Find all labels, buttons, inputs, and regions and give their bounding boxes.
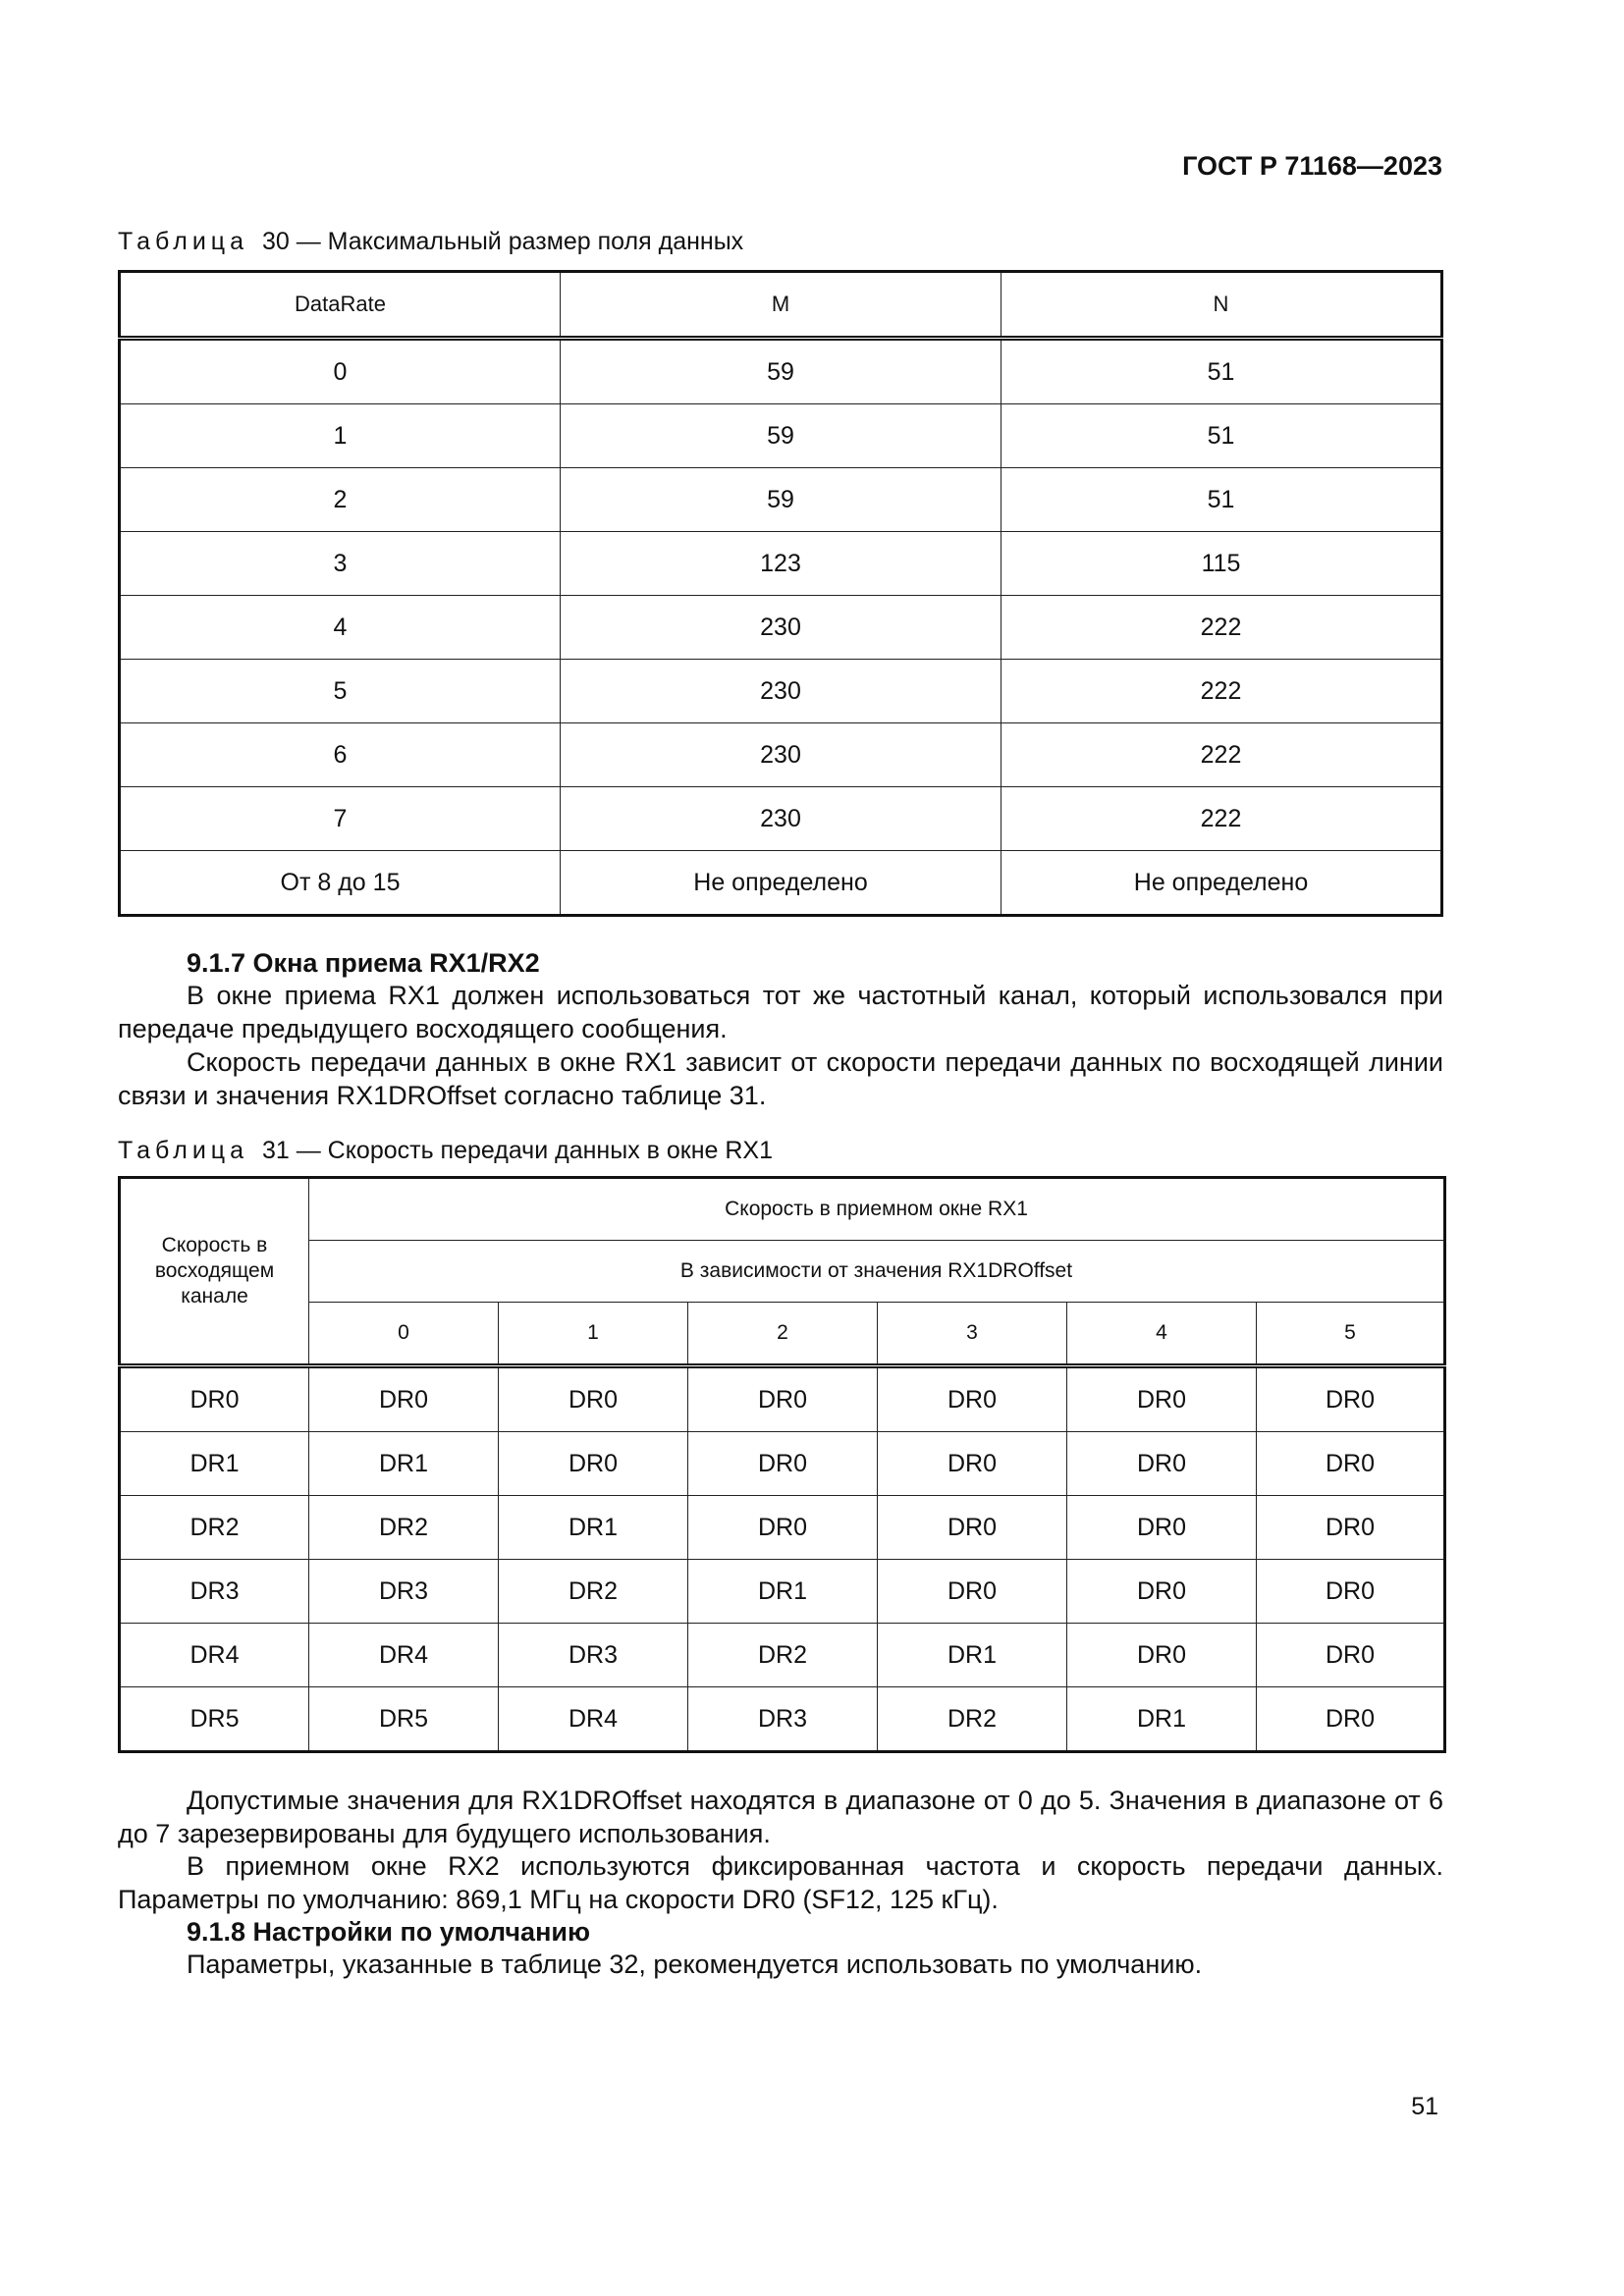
table-row — [120, 339, 1442, 404]
after-table31-para2: В приемном окне RX2 используются фиксированная частота и скорость передачи данных. Параметры по умолчанию: 869,1 МГц на скорости DR0 (SF12, 125 кГц). — [118, 1851, 1443, 1914]
table-cell: Не определено — [1001, 851, 1442, 916]
table-cell: 1 — [120, 404, 561, 468]
section-918-heading: 9.1.8 Настройки по умолчанию — [187, 1917, 591, 1947]
table-cell: DR3 — [309, 1560, 499, 1624]
table-cell: DR1 — [1067, 1687, 1257, 1752]
table-row — [120, 1624, 1445, 1687]
table31-offset-header: 3 — [878, 1303, 1067, 1366]
table-cell: 7 — [120, 787, 561, 851]
table31-offset-header: 2 — [688, 1303, 878, 1366]
table-cell: DR0 — [1067, 1366, 1257, 1432]
table31-header-row-2 — [120, 1241, 1445, 1303]
table-row — [120, 1560, 1445, 1624]
table-cell: 2 — [120, 468, 561, 532]
table-cell: 230 — [561, 660, 1001, 723]
table-cell: DR0 — [878, 1496, 1067, 1560]
table-cell: 230 — [561, 596, 1001, 660]
section-917-para2: Скорость передачи данных в окне RX1 зависит от скорости передачи данных по восходящей линии связи и значения RX1DROffset согласно таблице 31. — [118, 1047, 1443, 1110]
table31-caption-text: 31 — Скорость передачи данных в окне RX1 — [261, 1137, 773, 1164]
table-cell: DR0 — [120, 1366, 309, 1432]
table30-col-n: N — [1001, 272, 1442, 339]
table30-caption-text: 30 — Максимальный размер поля данных — [261, 228, 744, 255]
table31-subgroup-header: В зависимости от значения RX1DROffset — [309, 1241, 1445, 1303]
standard-code: ГОСТ Р 71168—2023 — [1182, 151, 1442, 181]
table30 — [118, 270, 1443, 917]
table-cell: DR0 — [1257, 1366, 1445, 1432]
table-cell: 123 — [561, 532, 1001, 596]
table-cell: 51 — [1001, 468, 1442, 532]
table-cell: 115 — [1001, 532, 1442, 596]
table-cell: DR0 — [1257, 1560, 1445, 1624]
table-cell: 51 — [1001, 339, 1442, 404]
table-cell: DR0 — [688, 1432, 878, 1496]
table31-group-header: Скорость в приемном окне RX1 — [309, 1178, 1445, 1241]
table-cell: DR1 — [499, 1496, 688, 1560]
after-table31-para1: Допустимые значения для RX1DROffset находятся в диапазоне от 0 до 5. Значения в диапазоне от 6 до 7 зарезервированы для будущего использования. — [118, 1786, 1443, 1848]
table-cell: DR0 — [309, 1366, 499, 1432]
section-917-para1: В окне приема RX1 должен использоваться тот же частотный канал, который использовался при передаче предыдущего восходящего сообщения. — [118, 981, 1443, 1043]
table-cell: DR0 — [1067, 1496, 1257, 1560]
table31-offset-header: 4 — [1067, 1303, 1257, 1366]
table-cell: 5 — [120, 660, 561, 723]
table-cell: DR1 — [688, 1560, 878, 1624]
table-cell: 230 — [561, 787, 1001, 851]
table-cell: DR5 — [120, 1687, 309, 1752]
table-cell: DR5 — [309, 1687, 499, 1752]
table-cell: 3 — [120, 532, 561, 596]
table31-header-row-3 — [120, 1303, 1445, 1366]
table-cell: DR0 — [1257, 1687, 1445, 1752]
table-cell: Не определено — [561, 851, 1001, 916]
table30-caption — [118, 228, 743, 256]
table-cell: 59 — [561, 468, 1001, 532]
table-cell: DR2 — [878, 1687, 1067, 1752]
table-cell: 59 — [561, 404, 1001, 468]
table-cell: DR0 — [688, 1496, 878, 1560]
table-cell: DR0 — [878, 1560, 1067, 1624]
table31-caption-word: Таблица — [118, 1137, 249, 1164]
table30-col-datarate: DataRate — [120, 272, 561, 339]
table-cell: DR3 — [120, 1560, 309, 1624]
table-cell: 222 — [1001, 660, 1442, 723]
table30-col-m: M — [561, 272, 1001, 339]
table-row — [120, 1687, 1445, 1752]
table-cell: DR4 — [120, 1624, 309, 1687]
table-cell: DR0 — [878, 1432, 1067, 1496]
table31-offset-header: 1 — [499, 1303, 688, 1366]
table-cell: DR1 — [878, 1624, 1067, 1687]
table-cell: DR2 — [688, 1624, 878, 1687]
table-cell: DR0 — [688, 1366, 878, 1432]
table-cell: 6 — [120, 723, 561, 787]
table-cell: DR0 — [878, 1366, 1067, 1432]
table-cell: 222 — [1001, 787, 1442, 851]
table30-caption-word: Таблица — [118, 228, 249, 255]
table-cell: DR0 — [1257, 1624, 1445, 1687]
table-cell: DR0 — [1257, 1432, 1445, 1496]
table-cell: DR2 — [309, 1496, 499, 1560]
table-cell: DR1 — [309, 1432, 499, 1496]
table30-header-row — [120, 272, 1442, 339]
table-row — [120, 532, 1442, 596]
table-cell: 230 — [561, 723, 1001, 787]
table-cell: DR4 — [309, 1624, 499, 1687]
table-cell: 222 — [1001, 723, 1442, 787]
page-number: 51 — [1411, 2093, 1438, 2120]
table31-caption — [118, 1137, 773, 1165]
table-cell: DR2 — [120, 1496, 309, 1560]
table31 — [118, 1176, 1446, 1753]
table-row — [120, 787, 1442, 851]
table-cell: DR4 — [499, 1687, 688, 1752]
table-cell: 222 — [1001, 596, 1442, 660]
table-row — [120, 404, 1442, 468]
table-row — [120, 723, 1442, 787]
table-row — [120, 468, 1442, 532]
table31-header-row-1 — [120, 1178, 1445, 1241]
table-cell: DR0 — [1067, 1560, 1257, 1624]
table-cell: 59 — [561, 339, 1001, 404]
table-cell: 51 — [1001, 404, 1442, 468]
table-cell: DR0 — [1067, 1432, 1257, 1496]
table-cell: DR3 — [688, 1687, 878, 1752]
table-cell: От 8 до 15 — [120, 851, 561, 916]
table-row — [120, 1432, 1445, 1496]
table-cell: DR3 — [499, 1624, 688, 1687]
table-cell: DR0 — [499, 1432, 688, 1496]
table-row — [120, 1366, 1445, 1432]
table31-offset-header: 0 — [309, 1303, 499, 1366]
table-cell: DR0 — [1257, 1496, 1445, 1560]
table31-offset-header: 5 — [1257, 1303, 1445, 1366]
table-row — [120, 1496, 1445, 1560]
table-cell: DR1 — [120, 1432, 309, 1496]
table-row — [120, 660, 1442, 723]
table-cell: DR0 — [1067, 1624, 1257, 1687]
table-row — [120, 596, 1442, 660]
table-cell: DR0 — [499, 1366, 688, 1432]
table-cell: 0 — [120, 339, 561, 404]
table-cell: 4 — [120, 596, 561, 660]
table-row — [120, 851, 1442, 916]
section-918-para1: Параметры, указанные в таблице 32, рекомендуется использовать по умолчанию. — [187, 1949, 1203, 1979]
table-cell: DR2 — [499, 1560, 688, 1624]
table31-row-header: Скорость в восходящем канале — [120, 1178, 309, 1366]
section-917-heading: 9.1.7 Окна приема RX1/RX2 — [187, 948, 540, 978]
